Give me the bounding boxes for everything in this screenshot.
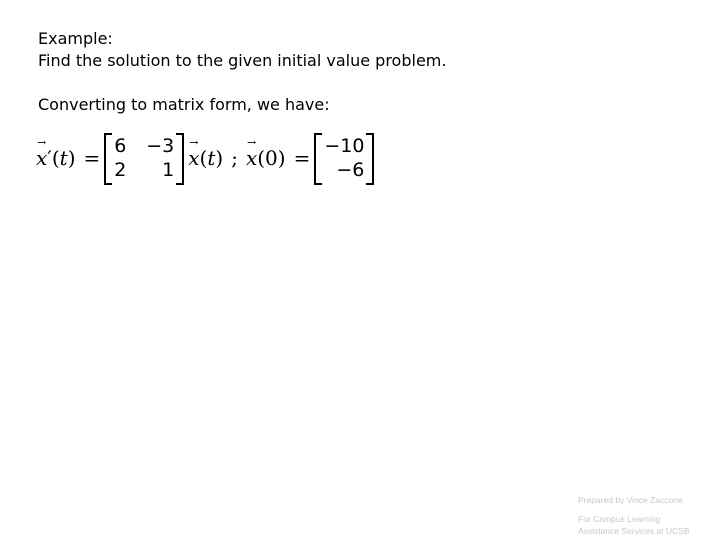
separator: ; bbox=[231, 146, 238, 170]
equals-sign: = bbox=[83, 146, 101, 170]
rhs-arg-t: t bbox=[207, 146, 216, 170]
right-bracket bbox=[176, 133, 184, 185]
matrix-cell: 1 bbox=[162, 159, 175, 181]
lhs-arg-close: ) bbox=[67, 146, 76, 170]
matrix-equation bbox=[36, 130, 378, 186]
right-bracket bbox=[366, 133, 374, 185]
ic-vector-var: x bbox=[245, 146, 258, 170]
initial-vector bbox=[245, 136, 258, 170]
problem-statement: Find the solution to the given initial value problem. bbox=[38, 51, 447, 70]
matrix-cell: −3 bbox=[146, 135, 175, 157]
rhs-arg-open: ( bbox=[199, 146, 208, 170]
rhs-vector-var: x bbox=[188, 146, 200, 170]
lhs-arg-open: ( bbox=[51, 146, 60, 170]
footer-affiliation-1: For Campus Learning bbox=[578, 514, 661, 524]
rhs-vector bbox=[188, 136, 200, 170]
initial-condition-vector bbox=[314, 133, 374, 183]
vector-arrow-icon: → bbox=[246, 136, 257, 149]
equals-sign: = bbox=[293, 146, 311, 170]
lhs-arg-t: t bbox=[59, 146, 68, 170]
footer-author: Prepared by Vince Zaccone bbox=[578, 495, 683, 505]
intro-text: Converting to matrix form, we have: bbox=[38, 95, 330, 114]
rhs-arg-close: ) bbox=[215, 146, 224, 170]
prime-symbol: ′ bbox=[47, 146, 52, 170]
ic-arg: (0) bbox=[257, 146, 286, 170]
footer-affiliation-2: Assistance Services at UCSB bbox=[578, 526, 690, 536]
coefficient-matrix bbox=[104, 133, 184, 183]
lhs-vector bbox=[36, 136, 48, 170]
example-heading: Example: bbox=[38, 29, 113, 48]
vector-arrow-icon: → bbox=[189, 136, 199, 149]
vector-cell: −6 bbox=[336, 159, 365, 181]
vector-cell: −10 bbox=[324, 135, 365, 157]
matrix-cell: 6 bbox=[114, 135, 127, 157]
matrix-cell: 2 bbox=[114, 159, 127, 181]
vector-arrow-icon: → bbox=[37, 136, 47, 149]
lhs-vector-var: x bbox=[36, 146, 48, 170]
